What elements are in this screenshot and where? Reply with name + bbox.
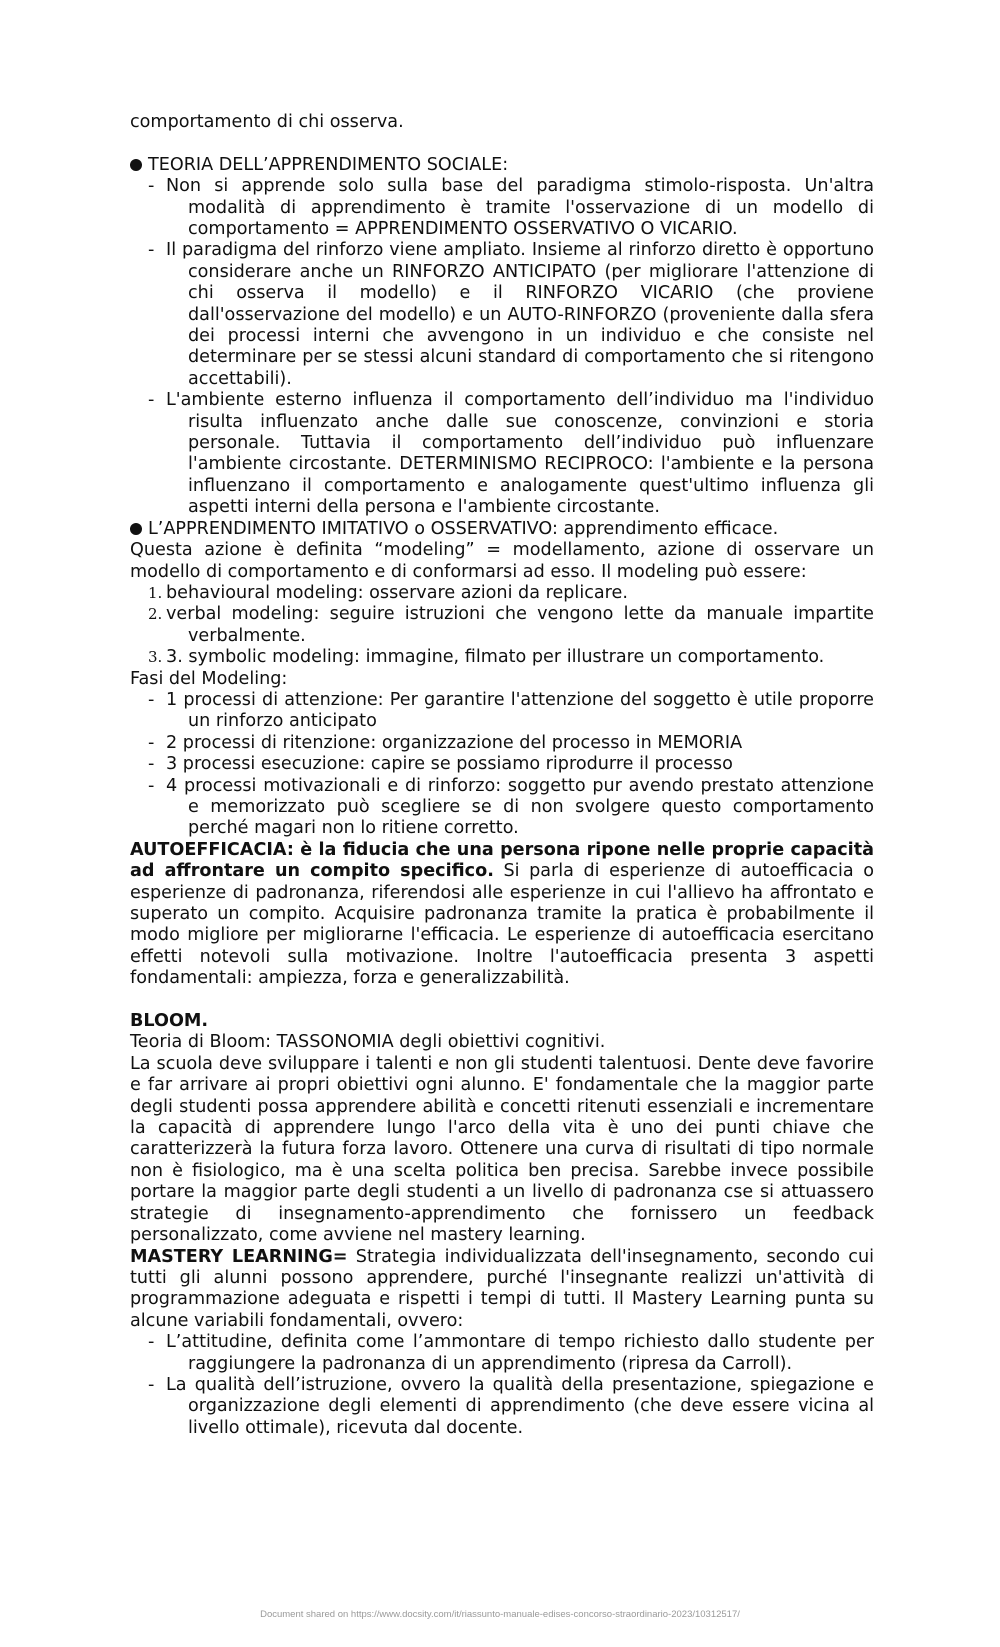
social-learning-heading: TEORIA DELL’APPRENDIMENTO SOCIALE:	[130, 155, 874, 176]
list-item: - Non si apprende solo sulla base del paradigma stimolo-risposta. Un'altra modalità di apprendimento è tramite l'osservazione di un modello di comportamento = APPRENDIMENTO OSSERVATIVO O VICARIO.	[148, 176, 874, 240]
bullet-dot-icon	[130, 523, 142, 535]
self-efficacy-paragraph: AUTOEFFICACIA: è la fiducia che una persona ripone nelle proprie capacità ad affrontare un compito specifico. Si parla di esperienze di autoefficacia o esperienze di padronanza, riferendosi alle esperienze in cui l'allievo ha affrontato e superato un compito. Acquisire padronanza tramite la pratica è probabilmente il modo migliore per migliorarne l'efficacia. Le esperienze di autoefficacia esercitano effetti notevoli sulla motivazione. Inoltre l'autoefficacia presenta 3 aspetti fondamentali: ampiezza, forza e generalizzabilità.	[130, 839, 874, 989]
list-item: - 1 processi di attenzione: Per garantire l'attenzione del soggetto è utile proporre un rinforzo anticipato	[148, 689, 874, 732]
list-item: - La qualità dell’istruzione, ovvero la qualità della presentazione, spiegazione e organizzazione degli elementi di apprendimento (che deve essere vicina al livello ottimale), ricevuta dal docente.	[148, 1374, 874, 1438]
list-item: - 3 processi esecuzione: capire se possiamo riprodurre il processo	[148, 754, 733, 775]
bloom-paragraph: La scuola deve sviluppare i talenti e non gli studenti talentuosi. Dente deve favorire e far arrivare ai propri obiettivi ogni alunno. E' fondamentale che la maggior parte degli studenti possa apprendere abilità e concetti ritenuti essenziali e incrementare la capacità di apprendere lungo l'arco della vita è uno dei punti chiave che caratterizzerà la futura forza lavoro. Ottenere una curva di risultati di tipo normale non è fisiologico, ma è una scelta politica ben precisa. Sarebbe invece possibile portare la maggior parte degli studenti a un livello di padronanza cse si attuassero strategie di insegnamento-apprendimento che fornissero un feedback personalizzato, come avviene nel mastery learning.	[130, 1053, 874, 1246]
list-item: 3. 3. symbolic modeling: immagine, filmato per illustrare un comportamento.	[148, 647, 825, 668]
bloom-heading: BLOOM.	[130, 1011, 209, 1032]
modeling-definition: Questa azione è definita “modeling” = modellamento, azione di osservare un modello di comportamento e di conformarsi ad esso. Il modeling può essere:	[130, 540, 874, 582]
phases-title: Fasi del Modeling:	[130, 668, 288, 689]
bloom-subtitle: Teoria di Bloom: TASSONOMIA degli obiettivi cognitivi.	[130, 1032, 606, 1053]
list-item: 1. behavioural modeling: osservare azioni da replicare.	[148, 582, 628, 603]
self-efficacy-definition: AUTOEFFICACIA: è la fiducia che una persona ripone nelle proprie capacità ad affrontare un compito specifico.	[130, 839, 874, 882]
dash-marker: -	[148, 1332, 155, 1353]
dash-marker: -	[148, 689, 155, 710]
dash-marker: -	[148, 754, 155, 775]
list-item: - L’attitudine, definita come l’ammontare di tempo richiesto dallo studente per raggiungere la padronanza di un apprendimento (ripresa da Carroll).	[148, 1332, 874, 1374]
mastery-label: MASTERY LEARNING=	[130, 1246, 348, 1267]
intro-tail: comportamento di chi osserva.	[130, 112, 404, 132]
dash-marker: -	[148, 240, 155, 261]
list-item: 2. verbal modeling: seguire istruzioni che vengono lette da manuale impartite verbalmente.	[148, 604, 874, 646]
bullet-dot-icon	[130, 159, 142, 171]
dash-marker: -	[148, 1374, 155, 1395]
mastery-paragraph: MASTERY LEARNING= Strategia individualizzata dell'insegnamento, secondo cui tutti gli alunni possono apprendere, purché l'insegnante realizzi un'attività di programmazione adeguata e rispetti i tempi di tutti. Il Mastery Learning punta su alcune variabili fondamentali, ovvero:	[130, 1246, 874, 1331]
dash-marker: -	[148, 775, 155, 796]
list-item: - 4 processi motivazionali e di rinforzo: soggetto pur avendo prestato attenzione e memorizzato può scegliere se di non svolgere questo comportamento perché magari non lo ritiene corretto.	[148, 775, 874, 839]
page-footer: Document shared on https://www.docsity.com/it/riassunto-manuale-edises-concorso-straordinario-2023/10312517/	[260, 1609, 740, 1620]
dash-marker: -	[148, 732, 155, 753]
dash-marker: -	[148, 390, 155, 411]
list-item: - L'ambiente esterno influenza il comportamento dell’individuo ma l'individuo risulta influenzato anche dalle sue conoscenze, convinzioni e storia personale. Tuttavia il comportamento dell’individuo può influenzare l'ambiente circostante. DETERMINISMO RECIPROCO: l'ambiente e la persona influenzano il comportamento e analogamente quest'ultimo influenza gli aspetti interni della persona e l'ambiente circostante.	[148, 390, 874, 518]
page-content	[130, 112, 874, 1439]
spacer	[130, 133, 874, 154]
list-item: - 2 processi di ritenzione: organizzazione del processo in MEMORIA	[148, 732, 743, 753]
dash-marker: -	[148, 176, 155, 197]
spacer	[130, 990, 874, 1011]
list-item: - Il paradigma del rinforzo viene ampliato. Insieme al rinforzo diretto è opportuno considerare anche un RINFORZO ANTICIPATO (per migliorare l'attenzione di chi osserva il modello) e il RINFORZO VICARIO (che proviene dall'osservazione del modello) e un AUTO-RINFORZO (proveniente dalla sfera dei processi interni che avvengono in un individuo e che consiste nel determinare per se stessi alcuni standard di comportamento che si ritengono accettabili).	[148, 240, 874, 389]
imitative-heading: L’APPRENDIMENTO IMITATIVO o OSSERVATIVO: apprendimento efficace.	[130, 519, 874, 540]
